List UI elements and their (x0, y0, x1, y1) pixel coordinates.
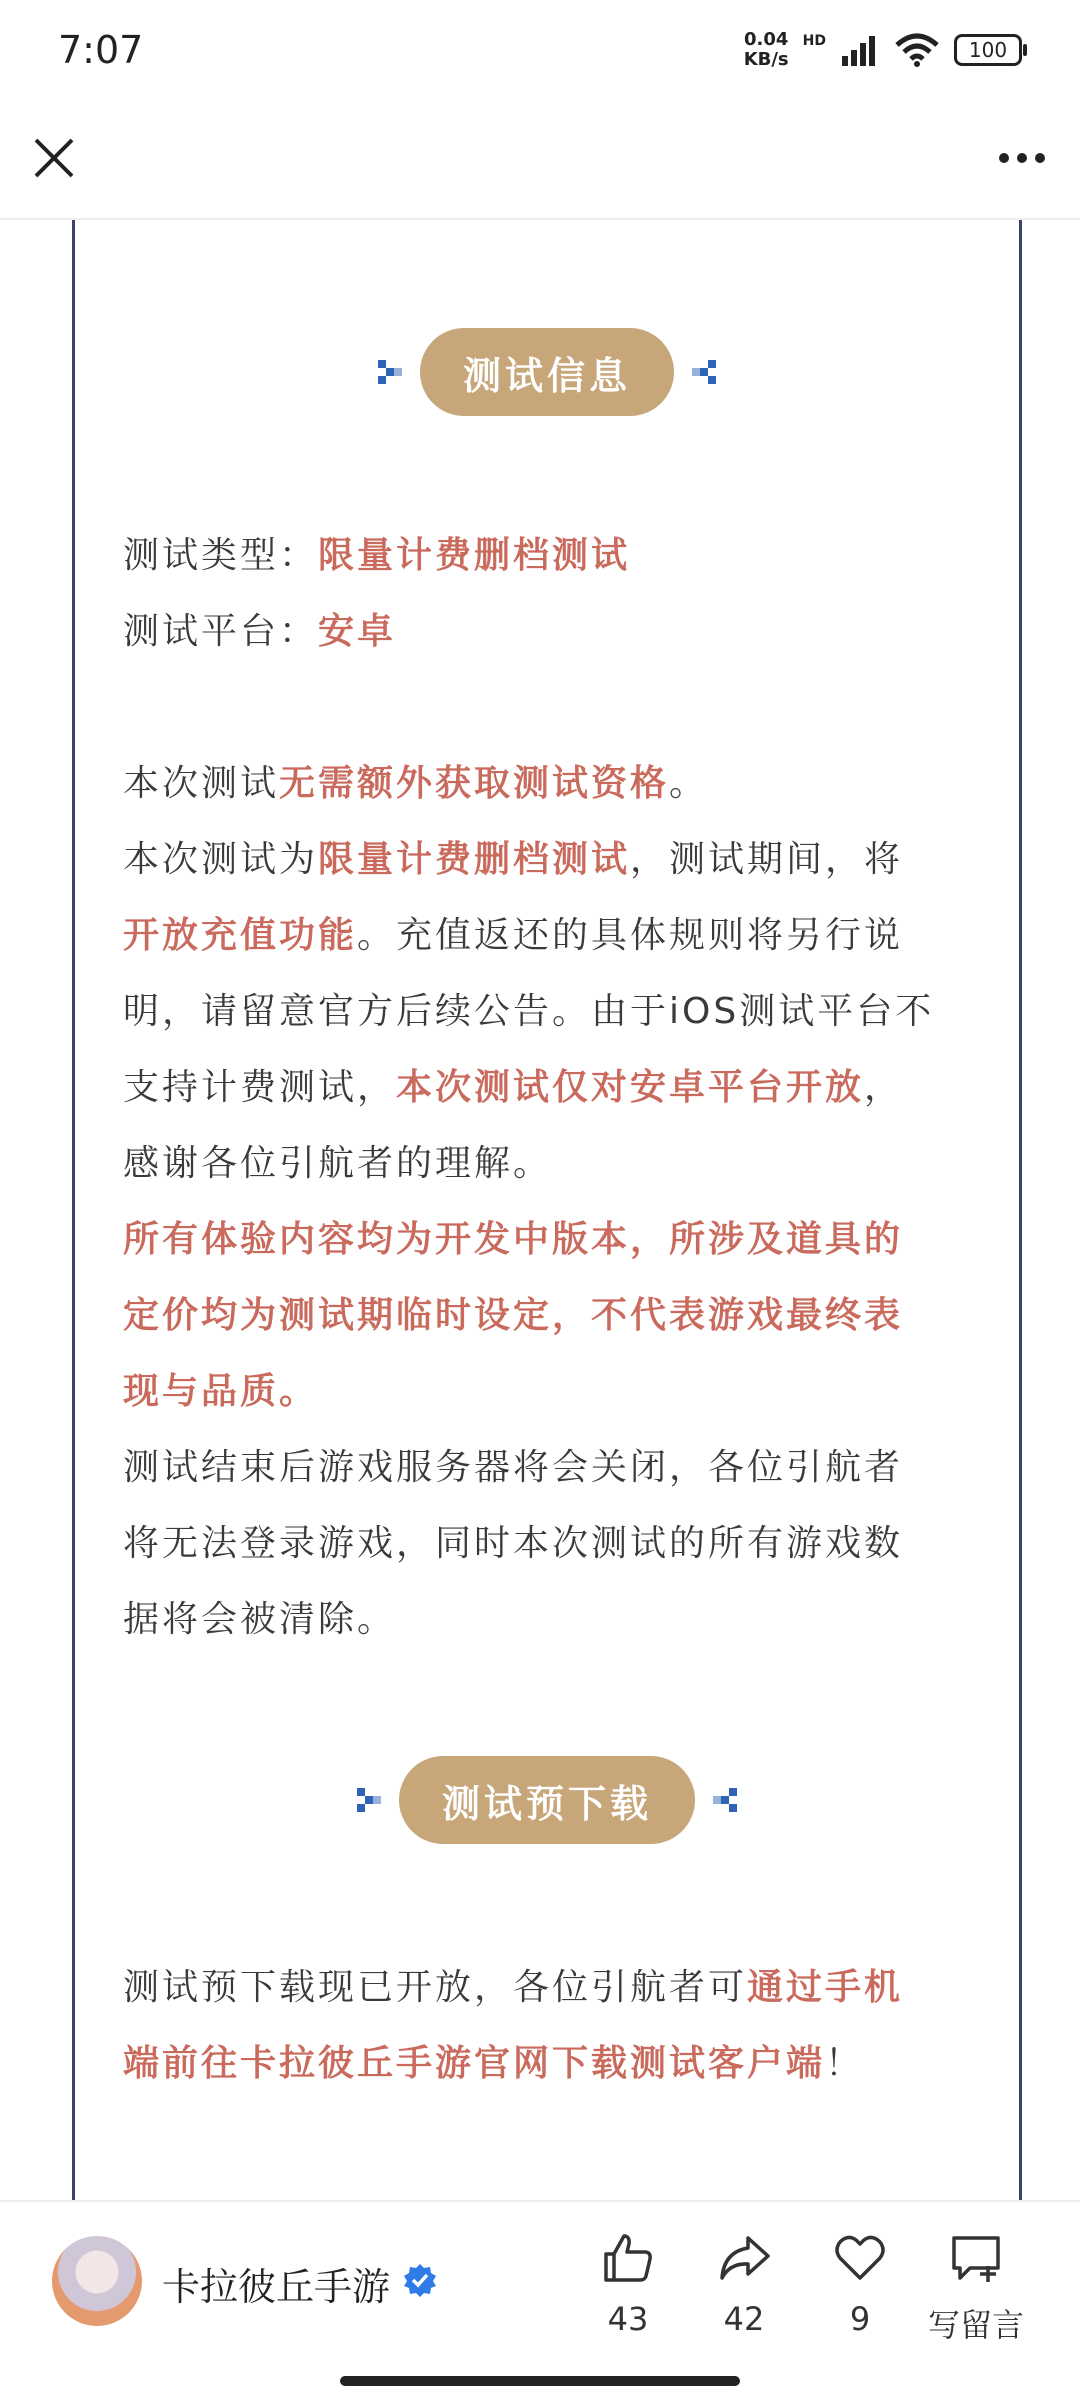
decor-left-icon (376, 358, 404, 386)
text-line (123, 1354, 967, 1430)
body-text: 。充值返还的具体规则将另行说 (357, 915, 904, 956)
verified-badge-icon (402, 2262, 438, 2298)
bottom-action-bar (0, 2200, 1080, 2401)
highlight-text: 开放充值功能 (123, 915, 358, 956)
section-title-pill: 测试信息 (420, 328, 674, 416)
text-line (123, 1278, 967, 1354)
text-line (123, 1582, 967, 1658)
highlight-text: 所有体验内容均为开发中版本，所涉及道具的 (123, 1219, 904, 1260)
thumbs-up-icon (600, 2230, 656, 2286)
body-text: 。 (669, 763, 709, 804)
body-text: 测试预下载现已开放，各位引航者可 (123, 1967, 748, 2008)
section-body-predownload (123, 1950, 967, 2102)
highlight-text: 定价均为测试期临时设定，不代表游戏最终表 (123, 1295, 904, 1336)
battery-indicator (954, 34, 1022, 66)
comment-icon (948, 2230, 1004, 2286)
network-speed (744, 30, 789, 70)
text-line (123, 518, 967, 594)
section-header-predownload (75, 1756, 1019, 1844)
text-line (123, 1506, 967, 1582)
status-bar (0, 0, 1080, 100)
like-count: 43 (607, 2300, 649, 2338)
body-text: 本次测试 (123, 763, 280, 804)
body-text: ！ (825, 2043, 865, 2084)
favorite-button[interactable] (805, 2230, 915, 2338)
text-line (123, 1126, 967, 1202)
text-line (123, 746, 967, 822)
body-text: 支持计费测试， (123, 1067, 397, 1108)
body-text: 将无法登录游戏，同时本次测试的所有游戏数 (123, 1523, 904, 1564)
more-options-button[interactable] (990, 130, 1054, 186)
text-line (123, 670, 967, 746)
more-icon (999, 153, 1045, 163)
share-button[interactable] (689, 2230, 799, 2338)
highlight-text: 通过手机 (747, 1967, 904, 2008)
decor-left-icon (355, 1786, 383, 1814)
decor-right-icon (690, 358, 718, 386)
like-button[interactable] (573, 2230, 683, 2338)
account-avatar[interactable] (52, 2236, 142, 2326)
body-text: ，测试期间，将 (630, 839, 904, 880)
text-line (123, 2026, 967, 2102)
text-line (123, 594, 967, 670)
signal-icon (840, 34, 880, 66)
section-body-test-info (123, 518, 967, 1658)
body-text: 测试类型： (123, 535, 319, 576)
body-text: 测试结束后游戏服务器将会关闭，各位引航者 (123, 1447, 904, 1488)
body-text: 本次测试为 (123, 839, 319, 880)
comment-label: 写留言 (927, 2306, 1024, 2344)
close-button[interactable] (26, 130, 82, 186)
account-name[interactable]: 卡拉彼丘手游 (162, 2265, 391, 2309)
text-line (123, 974, 967, 1050)
wifi-icon (894, 33, 940, 67)
section-title-pill: 测试预下载 (399, 1756, 695, 1844)
status-time: 7:07 (58, 28, 144, 72)
text-line (123, 822, 967, 898)
highlight-text: 无需额外获取测试资格 (279, 763, 670, 804)
status-icons (744, 30, 1022, 70)
highlight-text: 限量计费删档测试 (318, 535, 631, 576)
highlight-text: 限量计费删档测试 (318, 839, 631, 880)
text-line (123, 898, 967, 974)
text-line (123, 1950, 967, 2026)
share-count: 42 (723, 2300, 765, 2338)
highlight-text: 端前往卡拉彼丘手游官网下载测试客户端 (123, 2043, 826, 2084)
body-text: 据将会被清除。 (123, 1599, 397, 1640)
section-header-test-info (75, 328, 1019, 416)
body-text: ， (864, 1067, 904, 1108)
network-speed-value: 0.04 (743, 29, 789, 50)
text-line (123, 1202, 967, 1278)
network-speed-unit: KB/s (743, 49, 789, 70)
hd-label: HD (802, 33, 826, 49)
highlight-text: 本次测试仅对安卓平台开放 (396, 1067, 865, 1108)
body-text: 感谢各位引航者的理解。 (123, 1143, 553, 1184)
close-icon (26, 130, 82, 186)
favorite-count: 9 (849, 2300, 871, 2338)
comment-button[interactable] (921, 2230, 1031, 2346)
heart-icon (832, 2230, 888, 2286)
article-content (72, 220, 1022, 2200)
battery-level: 100 (968, 38, 1008, 62)
text-line (123, 1430, 967, 1506)
decor-right-icon (711, 1786, 739, 1814)
highlight-text: 安卓 (318, 611, 397, 652)
app-bar (0, 100, 1080, 220)
text-line (123, 1050, 967, 1126)
share-icon (716, 2230, 772, 2286)
home-indicator[interactable] (340, 2376, 740, 2386)
highlight-text: 现与品质。 (123, 1371, 319, 1412)
body-text: 测试平台： (123, 611, 319, 652)
body-text: 明，请留意官方后续公告。由于iOS测试平台不 (123, 991, 935, 1032)
